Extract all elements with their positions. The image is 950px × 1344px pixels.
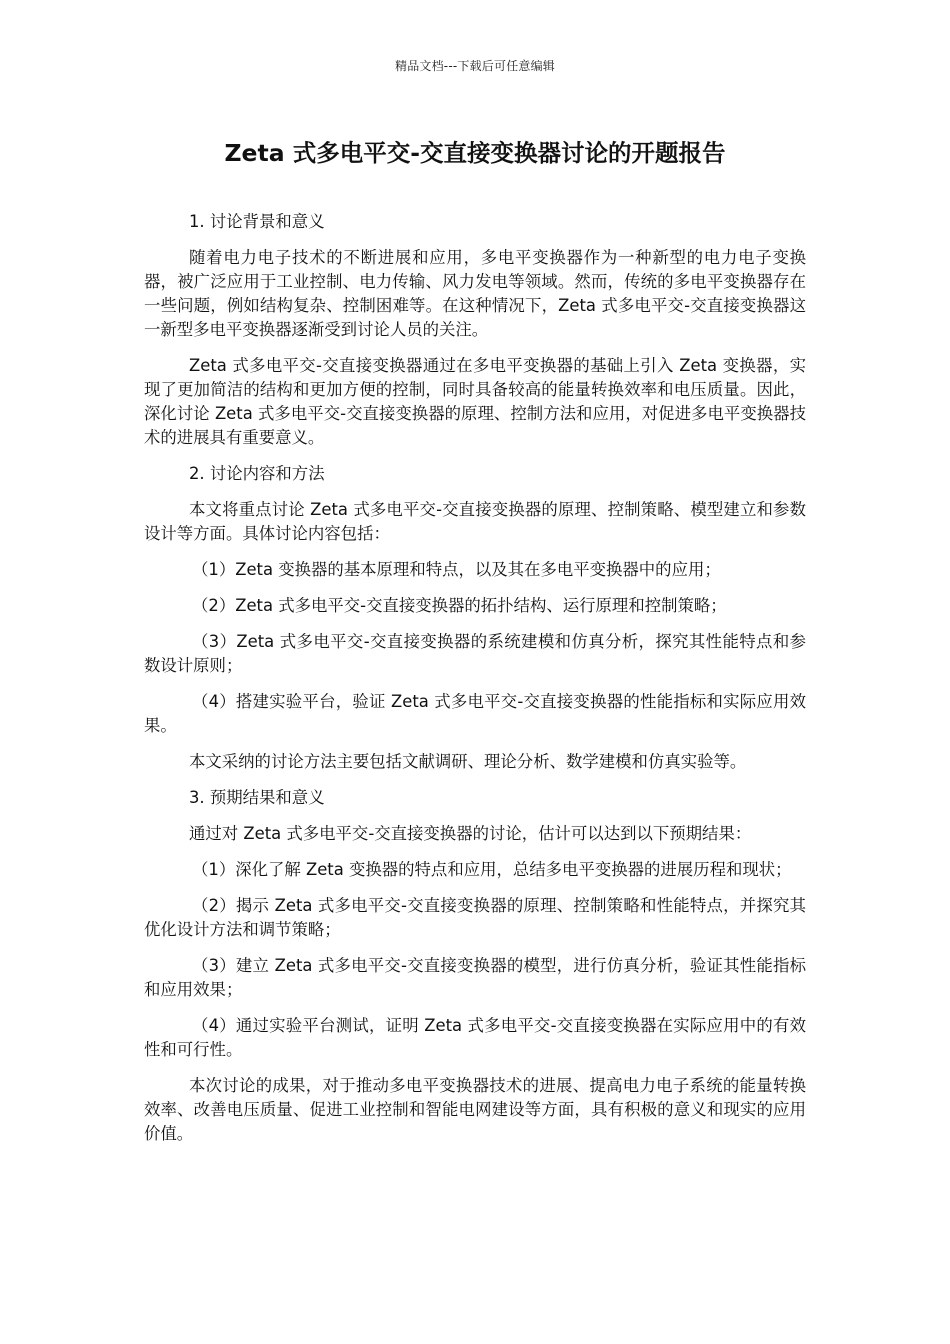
section-heading-content-method: 2. 讨论内容和方法	[189, 464, 325, 483]
section-heading-expected-results: 3. 预期结果和意义	[189, 788, 325, 807]
paragraph: 通过对 Zeta 式多电平交-交直接变换器的讨论，估计可以达到以下预期结果：	[189, 824, 752, 843]
list-item: （2）揭示 Zeta 式多电平交-交直接变换器的原理、控制策略和性能特点，并探究其优化设计方法和调节策略；	[144, 896, 806, 939]
paragraph: Zeta 式多电平交-交直接变换器通过在多电平变换器的基础上引入 Zeta 变换器，实现了更加简洁的结构和更加方便的控制，同时具备较高的能量转换效率和电压质量。因此，深化讨论 Zeta 式多电平交-交直接变换器的原理、控制方法和应用，对促进多电平变换器技术的进展具有重要意义。	[144, 356, 806, 447]
header-note: 精品文档---下载后可任意编辑	[395, 59, 555, 73]
document-body	[144, 210, 806, 1158]
list-item: （1）Zeta 变换器的基本原理和特点，以及其在多电平变换器中的应用；	[192, 560, 721, 579]
list-item: （2）Zeta 式多电平交-交直接变换器的拓扑结构、运行原理和控制策略；	[192, 596, 727, 615]
paragraph: 随着电力电子技术的不断进展和应用，多电平变换器作为一种新型的电力电子变换器，被广泛应用于工业控制、电力传输、风力发电等领域。然而，传统的多电平变换器存在一些问题，例如结构复杂、控制困难等。在这种情况下，Zeta 式多电平交-交直接变换器这一新型多电平变换器逐渐受到讨论人员的关注。	[144, 248, 806, 339]
paragraph: 本次讨论的成果，对于推动多电平变换器技术的进展、提高电力电子系统的能量转换效率、改善电压质量、促进工业控制和智能电网建设等方面，具有积极的意义和现实的应用价值。	[144, 1076, 806, 1143]
section-heading-background: 1. 讨论背景和意义	[189, 212, 325, 231]
document-title: Zeta 式多电平交-交直接变换器讨论的开题报告	[224, 139, 726, 167]
list-item: （4）搭建实验平台，验证 Zeta 式多电平交-交直接变换器的性能指标和实际应用效果。	[144, 692, 806, 735]
list-item: （1）深化了解 Zeta 变换器的特点和应用，总结多电平变换器的进展历程和现状；	[192, 860, 792, 879]
list-item: （4）通过实验平台测试，证明 Zeta 式多电平交-交直接变换器在实际应用中的有效性和可行性。	[144, 1016, 806, 1059]
paragraph: 本文采纳的讨论方法主要包括文献调研、理论分析、数学建模和仿真实验等。	[189, 752, 747, 771]
list-item: （3）建立 Zeta 式多电平交-交直接变换器的模型，进行仿真分析，验证其性能指标和应用效果；	[144, 956, 806, 999]
list-item: （3）Zeta 式多电平交-交直接变换器的系统建模和仿真分析，探究其性能特点和参数设计原则；	[144, 632, 806, 675]
paragraph: 本文将重点讨论 Zeta 式多电平交-交直接变换器的原理、控制策略、模型建立和参数设计等方面。具体讨论内容包括：	[144, 500, 806, 543]
